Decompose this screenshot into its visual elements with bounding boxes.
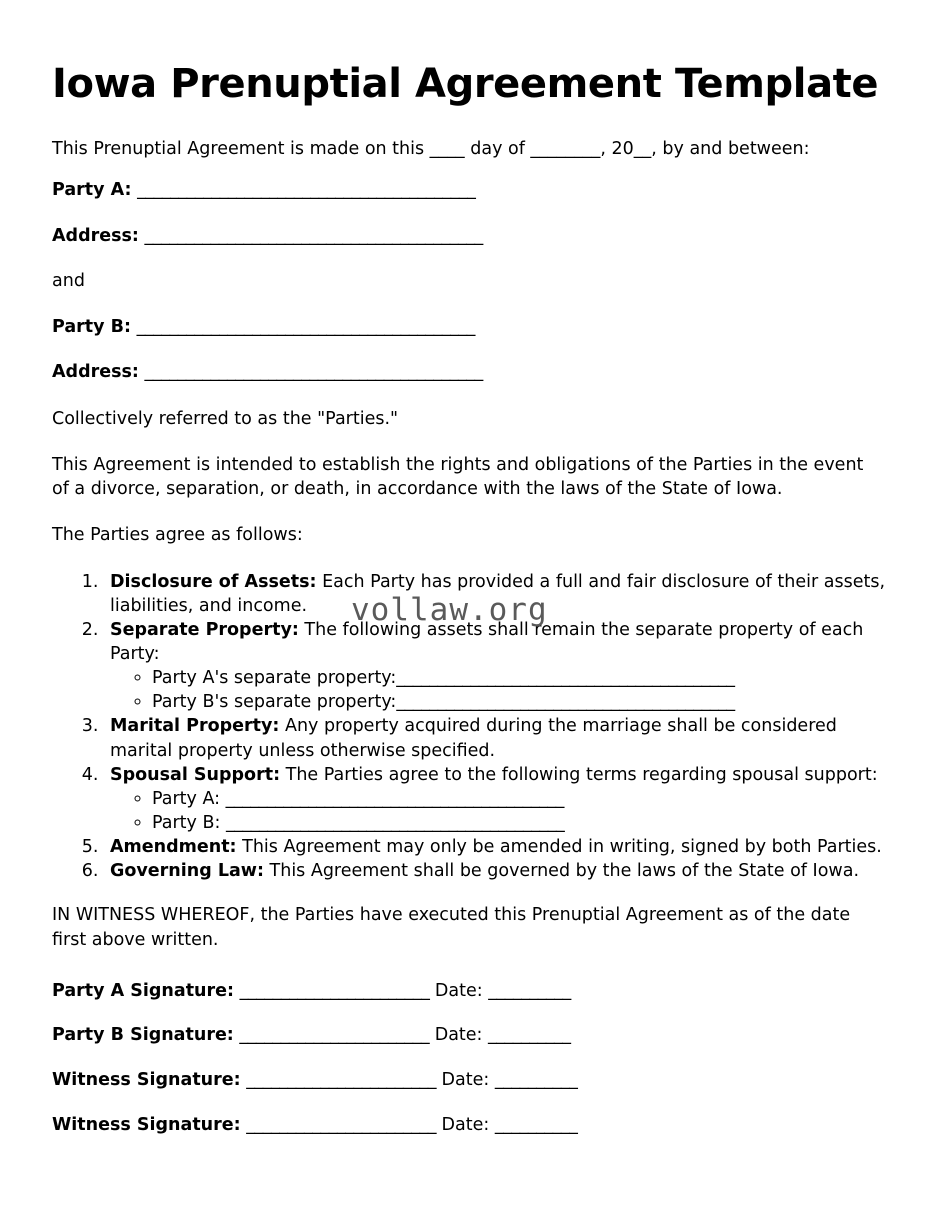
- party-b-label: Party B:: [52, 316, 131, 337]
- subterm-blank[interactable]: _________________________________________: [225, 813, 565, 834]
- signature-blank[interactable]: _______________________: [239, 1025, 430, 1046]
- signature-blank[interactable]: _______________________: [246, 1069, 436, 1090]
- term-item: [104, 763, 891, 835]
- term-text: Each Party has provided a full and fair disclosure of their assets, liabilities, and income.: [110, 571, 886, 616]
- term-item: [104, 835, 891, 859]
- signature-row: [52, 1069, 891, 1093]
- term-name: Marital Property:: [110, 716, 280, 737]
- signature-label: Witness Signature:: [52, 1114, 241, 1135]
- date-label: Date:: [441, 1114, 490, 1135]
- date-blank[interactable]: __________: [494, 1114, 578, 1135]
- purpose-paragraph: This Agreement is intended to establish the rights and obligations of the Parties in the event of a divorce, separation, or death, in accordance with the laws of the State of Iowa.: [52, 455, 864, 500]
- term-name: Amendment:: [110, 837, 237, 858]
- subterm-blank[interactable]: _________________________________________: [396, 668, 735, 689]
- party-b-address-label: Address:: [52, 362, 139, 383]
- term-item: [104, 714, 891, 762]
- subterm-item: [152, 690, 891, 714]
- term-text: This Agreement shall be governed by the laws of the State of Iowa.: [263, 861, 860, 882]
- agree-lead-paragraph: The Parties agree as follows:: [52, 525, 303, 546]
- party-b-field: [52, 316, 891, 340]
- term-subitems: [110, 666, 891, 714]
- party-b-blank[interactable]: _________________________________________: [136, 316, 475, 337]
- signature-label: Party A Signature:: [52, 980, 235, 1001]
- subterm-blank[interactable]: _________________________________________: [396, 692, 735, 713]
- conjunction-and: and: [52, 271, 85, 292]
- party-a-address-field: [52, 225, 891, 249]
- date-label: Date:: [434, 1025, 483, 1046]
- watermark-text: vollaw.org: [351, 592, 548, 628]
- signature-blank[interactable]: _______________________: [246, 1114, 436, 1135]
- date-label: Date:: [434, 980, 483, 1001]
- term-text: The Parties agree to the following terms regarding spousal support:: [280, 764, 878, 785]
- term-item: [104, 618, 891, 715]
- signature-row: [52, 1024, 891, 1048]
- subterm-item: [152, 666, 891, 690]
- date-blank[interactable]: __________: [488, 980, 571, 1001]
- term-name: Disclosure of Assets:: [110, 571, 317, 592]
- signature-blank[interactable]: _______________________: [239, 980, 430, 1001]
- subterm-label: Party A:: [152, 788, 221, 809]
- term-text: Any property acquired during the marriage shall be considered marital property unless otherwise specified.: [110, 716, 837, 761]
- signature-label: Party B Signature:: [52, 1025, 234, 1046]
- subterm-item: [152, 811, 891, 835]
- date-blank[interactable]: __________: [488, 1025, 571, 1046]
- signature-row: [52, 1114, 891, 1138]
- term-subitems: [110, 787, 891, 835]
- term-name: Separate Property:: [110, 619, 299, 640]
- collectively-paragraph: Collectively referred to as the "Parties.": [52, 409, 399, 430]
- term-name: Spousal Support:: [110, 764, 281, 785]
- terms-list: [52, 570, 891, 884]
- signature-label: Witness Signature:: [52, 1069, 241, 1090]
- party-a-blank[interactable]: _________________________________________: [137, 179, 476, 200]
- term-name: Governing Law:: [110, 861, 264, 882]
- party-b-address-field: [52, 361, 891, 385]
- subterm-label: Party B:: [152, 813, 221, 834]
- witness-clause-paragraph: IN WITNESS WHEREOF, the Parties have executed this Prenuptial Agreement as of the date first above written.: [52, 905, 851, 950]
- page-title: Iowa Prenuptial Agreement Template: [52, 61, 879, 107]
- intro-paragraph: This Prenuptial Agreement is made on this ____ day of ________, 20__, by and between:: [52, 138, 810, 159]
- subterm-item: [152, 787, 891, 811]
- term-text: The following assets shall remain the separate property of each Party:: [110, 619, 864, 665]
- signature-row: [52, 980, 891, 1004]
- signature-block: [52, 980, 891, 1138]
- date-label: Date:: [441, 1069, 490, 1090]
- party-a-label: Party A:: [52, 179, 132, 200]
- term-text: This Agreement may only be amended in writing, signed by both Parties.: [236, 837, 882, 858]
- date-blank[interactable]: __________: [494, 1069, 578, 1090]
- term-item: [104, 859, 891, 883]
- party-a-field: [52, 179, 891, 203]
- party-b-address-blank[interactable]: _________________________________________: [144, 362, 483, 383]
- subterm-label: Party B's separate property:: [152, 692, 397, 713]
- term-item: [104, 570, 891, 618]
- subterm-label: Party A's separate property:: [152, 668, 397, 689]
- subterm-blank[interactable]: _________________________________________: [225, 788, 564, 809]
- party-a-address-label: Address:: [52, 225, 139, 246]
- party-a-address-blank[interactable]: _________________________________________: [144, 225, 483, 246]
